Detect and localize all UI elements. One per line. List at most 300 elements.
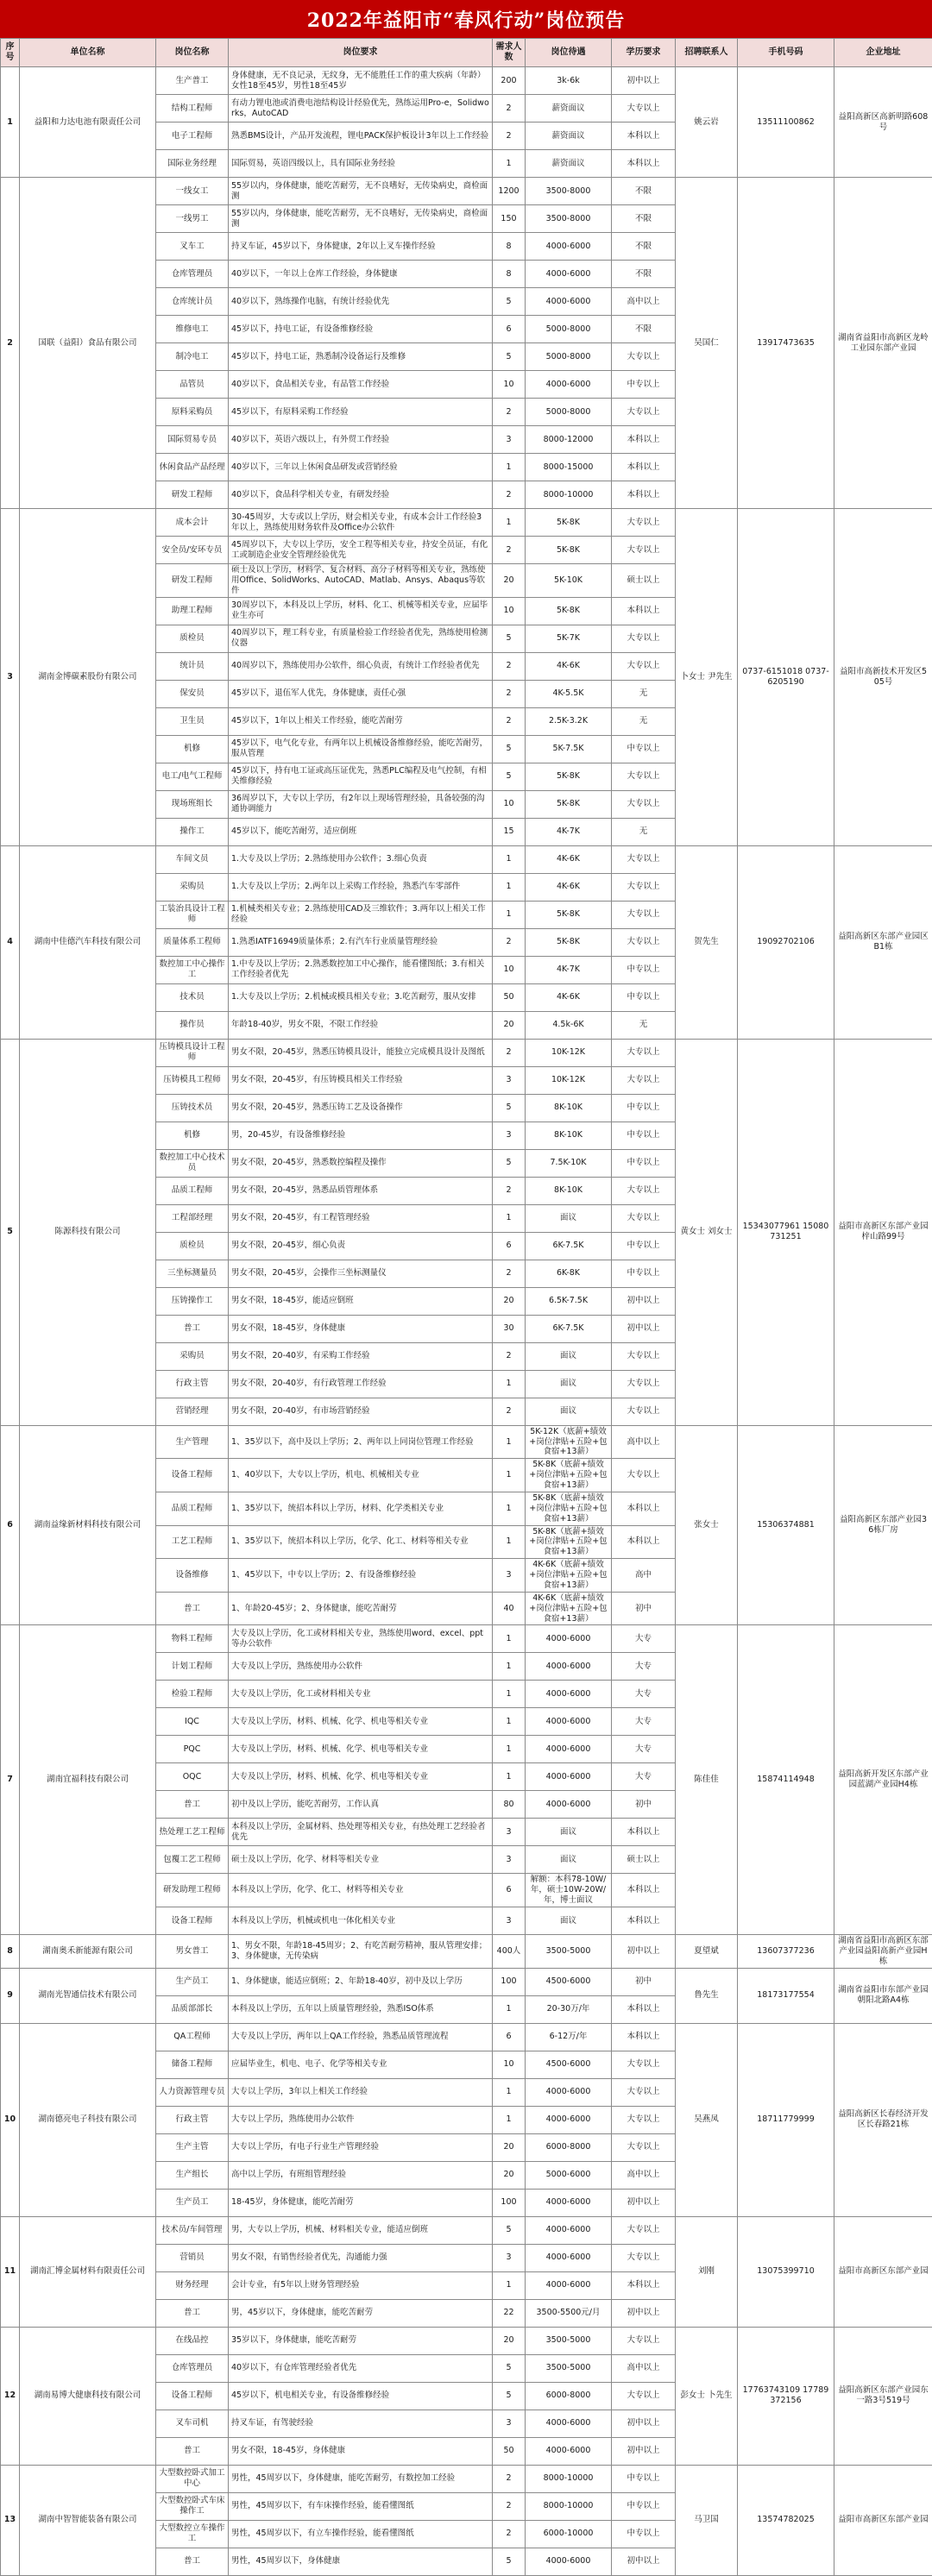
education: 大专 — [612, 1625, 676, 1653]
pay: 5K-8K（底薪+绩效+岗位津贴+五险+包食宿+13薪） — [526, 1525, 612, 1559]
headcount: 3 — [493, 1819, 526, 1846]
page-title: 2022年益阳市“春风行动”岗位预告 — [0, 0, 932, 38]
company-name: 国联（益阳）食品有限公司 — [20, 178, 156, 509]
col-company: 单位名称 — [20, 39, 156, 67]
education: 大专以上 — [612, 1459, 676, 1492]
post-requirement: 40周岁以下，理工科专业，有质量检验工作经验者优先，熟练使用检测仪器 — [229, 625, 493, 652]
education: 本科以上 — [612, 426, 676, 454]
post-requirement: 年龄18-40岁，男女不限，不限工作经验 — [229, 1011, 493, 1039]
headcount: 5 — [493, 2216, 526, 2244]
contact-person: 夏望斌 — [676, 1935, 738, 1969]
headcount: 6 — [493, 1232, 526, 1260]
headcount: 3 — [493, 1846, 526, 1874]
headcount: 10 — [493, 2051, 526, 2078]
post-name: 人力资源管理专员 — [156, 2078, 229, 2106]
education: 大专以上 — [612, 2078, 676, 2106]
company-name: 湖南金博碳素股份有限公司 — [20, 509, 156, 846]
headcount: 1 — [493, 2078, 526, 2106]
phone-number: 15343077961 15080731251 — [738, 1039, 834, 1425]
pay: 4000-6000 — [526, 2244, 612, 2271]
headcount: 20 — [493, 1011, 526, 1039]
post-name: 品质工程师 — [156, 1492, 229, 1525]
post-name: 研发助理工程师 — [156, 1874, 229, 1907]
company-address: 益阳高新区高新明路608号 — [834, 67, 932, 178]
col-no: 序号 — [1, 39, 20, 67]
pay: 5K-12K（底薪+绩效+岗位津贴+五险+包食宿+13薪） — [526, 1425, 612, 1459]
headcount: 1 — [493, 1425, 526, 1459]
pay: 5K-8K（底薪+绩效+岗位津贴+五险+包食宿+13薪） — [526, 1492, 612, 1525]
pay: 4K-6K — [526, 873, 612, 901]
education: 不限 — [612, 261, 676, 288]
pay: 8000-15000 — [526, 454, 612, 481]
headcount: 2 — [493, 1039, 526, 1066]
education: 不限 — [612, 205, 676, 233]
education: 中专以上 — [612, 1260, 676, 1287]
education: 中专以上 — [612, 1149, 676, 1177]
post-name: 男女普工 — [156, 1935, 229, 1969]
post-requirement: 男女不限，20-45岁，熟悉压铸模具设计，能独立完成模具设计及图纸 — [229, 1039, 493, 1066]
post-requirement: 有动力锂电池或消费电池结构设计经验优先，熟练运用Pro-e，Solidworks，AutoCAD — [229, 95, 493, 123]
pay: 面议 — [526, 1907, 612, 1935]
education: 大专以上 — [612, 652, 676, 680]
education: 无 — [612, 1011, 676, 1039]
row-number: 4 — [1, 845, 20, 1039]
row-number: 2 — [1, 178, 20, 509]
headcount: 1 — [493, 1525, 526, 1559]
post-name: 大型数控卧式加工中心 — [156, 2465, 229, 2492]
headcount: 3 — [493, 1907, 526, 1935]
post-requirement: 45岁以下，持电工证，熟悉制冷设备运行及维修 — [229, 343, 493, 371]
headcount: 2 — [493, 399, 526, 426]
post-name: 财务经理 — [156, 2271, 229, 2299]
post-requirement: 45岁以下，退伍军人优先，身体健康，责任心强 — [229, 680, 493, 707]
post-name: 储备工程师 — [156, 2051, 229, 2078]
headcount: 20 — [493, 2133, 526, 2161]
headcount: 20 — [493, 1287, 526, 1315]
row-number: 1 — [1, 67, 20, 178]
contact-person: 卜女士 尹先生 — [676, 509, 738, 846]
contact-person: 姚云岩 — [676, 67, 738, 178]
post-name: 普工 — [156, 1592, 229, 1625]
pay: 4000-6000 — [526, 2548, 612, 2575]
headcount: 1 — [493, 2271, 526, 2299]
phone-number: 13917473635 — [738, 178, 834, 509]
headcount: 1 — [493, 1625, 526, 1653]
post-requirement: 1、男女不限，年龄18-45周岁；2、有吃苦耐劳精神，服从管理安排；3、身体健康，无传染病 — [229, 1935, 493, 1969]
company-group — [1, 1425, 932, 1625]
col-pay: 岗位待遇 — [526, 39, 612, 67]
post-requirement: 1、身体健康，能适应倒班；2、年龄18-40岁，初中及以上学历 — [229, 1968, 493, 1995]
post-requirement: 男性，45周岁以下，身体健康，能吃苦耐劳，有数控加工经验 — [229, 2465, 493, 2492]
post-requirement: 身体健康，无不良记录，无纹身，无不能胜任工作的重大疾病（年龄）女性18至45岁，男性18至45岁 — [229, 67, 493, 95]
post-name: 操作工 — [156, 818, 229, 845]
education: 初中以上 — [612, 2299, 676, 2327]
pay: 8000-12000 — [526, 426, 612, 454]
post-name: 营销员 — [156, 2244, 229, 2271]
education: 大专以上 — [612, 399, 676, 426]
post-name: 结构工程师 — [156, 95, 229, 123]
post-name: 计划工程师 — [156, 1653, 229, 1681]
post-name: 普工 — [156, 2437, 229, 2465]
post-requirement: 大专以上学历，熟练使用办公软件 — [229, 2106, 493, 2133]
pay: 6000-8000 — [526, 2133, 612, 2161]
post-name: QA工程师 — [156, 2023, 229, 2051]
company-group — [1, 509, 932, 846]
contact-person: 马卫国 — [676, 2465, 738, 2575]
post-name: 仓库管理员 — [156, 261, 229, 288]
education: 中专以上 — [612, 371, 676, 399]
pay: 4000-6000 — [526, 233, 612, 261]
pay: 4000-6000 — [526, 2106, 612, 2133]
headcount: 200 — [493, 67, 526, 95]
education: 中专以上 — [612, 2492, 676, 2520]
post-requirement: 40周岁以下，熟练使用办公软件，细心负责，有统计工作经验者优先 — [229, 652, 493, 680]
pay: 5K-8K（底薪+绩效+岗位津贴+五险+包食宿+13薪） — [526, 1459, 612, 1492]
post-requirement: 男性，45周岁以下，有车床操作经验，能看懂图纸 — [229, 2492, 493, 2520]
education: 大专以上 — [612, 537, 676, 564]
headcount: 2 — [493, 652, 526, 680]
headcount: 50 — [493, 983, 526, 1011]
post-name: 现场班组长 — [156, 790, 229, 818]
education: 大专 — [612, 1653, 676, 1681]
post-requirement: 国际贸易，英语四级以上，具有国际业务经验 — [229, 150, 493, 178]
pay: 2.5K-3.2K — [526, 707, 612, 735]
contact-person: 张女士 — [676, 1425, 738, 1625]
table-row — [1, 1935, 932, 1969]
pay: 4K-6K — [526, 652, 612, 680]
headcount: 5 — [493, 735, 526, 763]
pay: 5K-8K — [526, 763, 612, 790]
headcount: 2 — [493, 1342, 526, 1370]
post-name: 研发工程师 — [156, 564, 229, 598]
post-name: 机修 — [156, 735, 229, 763]
company-address: 湖南省益阳市高新区龙岭工业园东部产业园 — [834, 178, 932, 509]
pay: 面议 — [526, 1819, 612, 1846]
post-name: 生产员工 — [156, 1968, 229, 1995]
education: 初中 — [612, 1791, 676, 1819]
pay: 4000-6000 — [526, 1708, 612, 1736]
company-name: 益阳和力达电池有限责任公司 — [20, 67, 156, 178]
post-name: 压铸模具工程师 — [156, 1066, 229, 1094]
pay: 4000-6000 — [526, 1763, 612, 1791]
headcount: 2 — [493, 680, 526, 707]
headcount: 1 — [493, 901, 526, 928]
phone-number: 13511100862 — [738, 67, 834, 178]
contact-person: 贺先生 — [676, 845, 738, 1039]
phone-number: 18173177554 — [738, 1968, 834, 2023]
post-requirement: 大专以上学历，3年以上相关工作经验 — [229, 2078, 493, 2106]
post-requirement: 1、40岁以下，大专以上学历，机电、机械相关专业 — [229, 1459, 493, 1492]
company-name: 湖南宜福科技有限公司 — [20, 1625, 156, 1935]
post-requirement: 55岁以内，身体健康，能吃苦耐劳，无不良嗜好，无传染病史，商检面测 — [229, 205, 493, 233]
education: 大专以上 — [612, 1370, 676, 1398]
education: 大专以上 — [612, 1177, 676, 1204]
table-row — [1, 2327, 932, 2354]
company-address: 益阳市高新技术开发区505号 — [834, 509, 932, 846]
company-group — [1, 1625, 932, 1935]
education: 大专以上 — [612, 509, 676, 537]
row-number: 5 — [1, 1039, 20, 1425]
pay: 4000-6000 — [526, 371, 612, 399]
company-name: 湖南中佳德汽车科技有限公司 — [20, 845, 156, 1039]
education: 本科以上 — [612, 123, 676, 150]
post-requirement: 30周岁以下，本科及以上学历，材料、化工、机械等相关专业，应届毕业生亦可 — [229, 597, 493, 625]
post-requirement: 初中及以上学历，能吃苦耐劳，工作认真 — [229, 1791, 493, 1819]
headcount: 5 — [493, 1094, 526, 1122]
row-number: 13 — [1, 2465, 20, 2575]
headcount: 1 — [493, 1708, 526, 1736]
post-requirement: 45岁以下，有原料采购工作经验 — [229, 399, 493, 426]
phone-number: 13607377236 — [738, 1935, 834, 1969]
education: 高中以上 — [612, 288, 676, 316]
post-name: 压铸技术员 — [156, 1094, 229, 1122]
post-requirement: 男女不限，20-45岁，有压铸模具相关工作经验 — [229, 1066, 493, 1094]
education: 大专以上 — [612, 873, 676, 901]
education: 大专以上 — [612, 1398, 676, 1425]
education: 初中以上 — [612, 1935, 676, 1969]
post-name: 生产主管 — [156, 2133, 229, 2161]
row-number: 9 — [1, 1968, 20, 2023]
company-name: 湖南益缘新材料科技有限公司 — [20, 1425, 156, 1625]
pay: 4000-6000 — [526, 2437, 612, 2465]
pay: 5K-7.5K — [526, 735, 612, 763]
education: 本科以上 — [612, 1874, 676, 1907]
post-requirement: 55岁以内，身体健康，能吃苦耐劳，无不良嗜好，无传染病史，商检面测 — [229, 178, 493, 205]
post-name: 维修电工 — [156, 316, 229, 343]
post-name: 成本会计 — [156, 509, 229, 537]
education: 本科以上 — [612, 597, 676, 625]
headcount: 10 — [493, 956, 526, 983]
pay: 3500-8000 — [526, 178, 612, 205]
education: 大专以上 — [612, 1204, 676, 1232]
headcount: 100 — [493, 1968, 526, 1995]
headcount: 1 — [493, 1459, 526, 1492]
pay: 薪资面议 — [526, 150, 612, 178]
table-row — [1, 2216, 932, 2244]
company-address: 益阳高新区长春经济开发区长春路21栋 — [834, 2023, 932, 2216]
education: 本科以上 — [612, 1819, 676, 1846]
pay: 4K-6K（底薪+绩效+岗位津贴+五险+包食宿+13薪） — [526, 1559, 612, 1593]
education: 本科以上 — [612, 1995, 676, 2023]
education: 大专 — [612, 1736, 676, 1763]
pay: 面议 — [526, 1342, 612, 1370]
row-number: 7 — [1, 1625, 20, 1935]
education: 不限 — [612, 316, 676, 343]
education: 高中 — [612, 1559, 676, 1593]
company-group — [1, 1039, 932, 1425]
post-requirement: 40岁以下，熟练操作电脑，有统计经验优先 — [229, 288, 493, 316]
post-name: 生产组长 — [156, 2161, 229, 2189]
post-name: 物料工程师 — [156, 1625, 229, 1653]
post-requirement: 1.熟悉IATF16949质量体系；2.有汽车行业质量管理经验 — [229, 928, 493, 956]
pay: 5K-7K — [526, 625, 612, 652]
education: 高中以上 — [612, 2354, 676, 2382]
company-name: 湖南奥禾新能源有限公司 — [20, 1935, 156, 1969]
company-name: 湖南汇博金属材料有限责任公司 — [20, 2216, 156, 2327]
company-name: 湖南德亮电子科技有限公司 — [20, 2023, 156, 2216]
pay: 3500-5000 — [526, 2327, 612, 2354]
post-name: 保安员 — [156, 680, 229, 707]
education: 大专 — [612, 1708, 676, 1736]
education: 本科以上 — [612, 454, 676, 481]
education: 大专以上 — [612, 845, 676, 873]
pay: 8000-10000 — [526, 2465, 612, 2492]
post-name: 质量体系工程师 — [156, 928, 229, 956]
post-name: 机修 — [156, 1122, 229, 1149]
education: 中专以上 — [612, 1122, 676, 1149]
pay: 10K-12K — [526, 1039, 612, 1066]
post-requirement: 1.大专及以上学历；2.熟练使用办公软件；3.细心负责 — [229, 845, 493, 873]
headcount: 3 — [493, 1066, 526, 1094]
education: 大专以上 — [612, 2382, 676, 2410]
table-row — [1, 1425, 932, 1459]
pay: 5K-8K — [526, 790, 612, 818]
education: 中专以上 — [612, 983, 676, 1011]
post-requirement: 硕士及以上学历，材料学、复合材料、高分子材料等相关专业，熟练使用Office、SolidWorks、AutoCAD、Matlab、Ansys、Abaqus等软件 — [229, 564, 493, 598]
post-name: 普工 — [156, 1791, 229, 1819]
education: 初中 — [612, 1968, 676, 1995]
company-group — [1, 178, 932, 509]
headcount: 10 — [493, 371, 526, 399]
pay: 3500-5500元/月 — [526, 2299, 612, 2327]
post-name: 包覆工艺工程师 — [156, 1846, 229, 1874]
post-requirement: 45周岁以下，大专以上学历，安全工程等相关专业，持安全员证，有化工或制造企业安全管理经验优先 — [229, 537, 493, 564]
pay: 4000-6000 — [526, 1681, 612, 1708]
post-requirement: 1、35岁以下，高中及以上学历；2、两年以上同岗位管理工作经验 — [229, 1425, 493, 1459]
headcount: 50 — [493, 2437, 526, 2465]
post-name: 质检员 — [156, 1232, 229, 1260]
pay: 8K-10K — [526, 1094, 612, 1122]
education: 本科以上 — [612, 2271, 676, 2299]
post-name: 制冷电工 — [156, 343, 229, 371]
company-name: 湖南易博大健康科技有限公司 — [20, 2327, 156, 2465]
headcount: 1 — [493, 845, 526, 873]
company-name: 陈源科技有限公司 — [20, 1039, 156, 1425]
post-requirement: 男女不限，18-45岁，身体健康 — [229, 2437, 493, 2465]
post-requirement: 男女不限，20-40岁，有采购工作经验 — [229, 1342, 493, 1370]
education: 无 — [612, 707, 676, 735]
headcount: 1 — [493, 1653, 526, 1681]
pay: 4.5k-6K — [526, 1011, 612, 1039]
headcount: 3 — [493, 2244, 526, 2271]
post-requirement: 40岁以下，英语六级以上，有外贸工作经验 — [229, 426, 493, 454]
education: 高中以上 — [612, 1425, 676, 1459]
education: 大专以上 — [612, 343, 676, 371]
post-name: 叉车司机 — [156, 2410, 229, 2437]
post-name: 叉车工 — [156, 233, 229, 261]
pay: 10K-12K — [526, 1066, 612, 1094]
company-group — [1, 2023, 932, 2216]
pay: 4000-6000 — [526, 2410, 612, 2437]
education: 中专以上 — [612, 1094, 676, 1122]
phone-number: 0737-6151018 0737-6205190 — [738, 509, 834, 846]
phone-number: 15306374881 — [738, 1425, 834, 1625]
pay: 4000-6000 — [526, 1736, 612, 1763]
education: 初中以上 — [612, 2437, 676, 2465]
col-contact: 招聘联系人 — [676, 39, 738, 67]
headcount: 5 — [493, 1149, 526, 1177]
post-requirement: 硕士及以上学历，化学、材料等相关专业 — [229, 1846, 493, 1874]
headcount: 3 — [493, 1559, 526, 1593]
post-name: 一线女工 — [156, 178, 229, 205]
row-number: 6 — [1, 1425, 20, 1625]
post-name: 研发工程师 — [156, 481, 229, 509]
education: 无 — [612, 818, 676, 845]
headcount: 1 — [493, 1492, 526, 1525]
pay: 8000-10000 — [526, 2492, 612, 2520]
education: 大专以上 — [612, 95, 676, 123]
company-address: 湖南省益阳市高新区东部产业园益阳高新产业园H栋 — [834, 1935, 932, 1969]
post-requirement: 会计专业，有5年以上财务管理经验 — [229, 2271, 493, 2299]
headcount: 100 — [493, 2189, 526, 2216]
post-name: 工装治具设计工程师 — [156, 901, 229, 928]
post-requirement: 男性，45周岁以下，有立车操作经验，能看懂图纸 — [229, 2520, 493, 2548]
row-number: 10 — [1, 2023, 20, 2216]
company-name: 湖南光智通信技术有限公司 — [20, 1968, 156, 2023]
company-group — [1, 1968, 932, 2023]
table-row — [1, 1039, 932, 1066]
pay: 20-30万/年 — [526, 1995, 612, 2023]
post-requirement: 男女不限，20-45岁，熟悉数控编程及操作 — [229, 1149, 493, 1177]
row-number: 8 — [1, 1935, 20, 1969]
education: 初中以上 — [612, 1287, 676, 1315]
headcount: 1 — [493, 454, 526, 481]
education: 初中以上 — [612, 2410, 676, 2437]
education: 初中以上 — [612, 1315, 676, 1342]
education: 大专以上 — [612, 2216, 676, 2244]
post-requirement: 45岁以下，能吃苦耐劳，适应倒班 — [229, 818, 493, 845]
headcount: 2 — [493, 95, 526, 123]
headcount: 22 — [493, 2299, 526, 2327]
education: 大专以上 — [612, 2327, 676, 2354]
company-group — [1, 2465, 932, 2575]
education: 初中 — [612, 1592, 676, 1625]
post-name: 仓库管理员 — [156, 2354, 229, 2382]
post-name: 卫生员 — [156, 707, 229, 735]
post-requirement: 40岁以下，食品相关专业，有品管工作经验 — [229, 371, 493, 399]
headcount: 2 — [493, 2520, 526, 2548]
table-row — [1, 178, 932, 205]
post-name: 休闲食品产品经理 — [156, 454, 229, 481]
post-name: 工艺工程师 — [156, 1525, 229, 1559]
education: 大专以上 — [612, 2106, 676, 2133]
post-requirement: 大专及以上学历，化工或材料相关专业 — [229, 1681, 493, 1708]
col-headcount: 需求人数 — [493, 39, 526, 67]
education: 硕士以上 — [612, 564, 676, 598]
education: 本科以上 — [612, 1525, 676, 1559]
post-name: 营销经理 — [156, 1398, 229, 1425]
headcount: 5 — [493, 2382, 526, 2410]
pay: 面议 — [526, 1204, 612, 1232]
post-name: 操作员 — [156, 1011, 229, 1039]
post-requirement: 男，45岁以下，身体健康，能吃苦耐劳 — [229, 2299, 493, 2327]
headcount: 5 — [493, 288, 526, 316]
post-requirement: 大专及以上学历，熟练使用办公软件 — [229, 1653, 493, 1681]
pay: 5K-8K — [526, 537, 612, 564]
post-requirement: 男，大专以上学历，机械、材料相关专业，能适应倒班 — [229, 2216, 493, 2244]
pay: 8K-10K — [526, 1122, 612, 1149]
pay: 4000-6000 — [526, 2078, 612, 2106]
company-address: 益阳高新区东部产业园36栋厂房 — [834, 1425, 932, 1625]
post-requirement: 1.大专及以上学历；2.机械或模具相关专业；3.吃苦耐劳，服从安排 — [229, 983, 493, 1011]
post-requirement: 男，20-45岁，有设备维修经验 — [229, 1122, 493, 1149]
education: 初中以上 — [612, 2548, 676, 2575]
headcount: 1 — [493, 150, 526, 178]
headcount: 2 — [493, 928, 526, 956]
post-requirement: 男女不限，18-45岁，能适应倒班 — [229, 1287, 493, 1315]
pay: 4000-6000 — [526, 2216, 612, 2244]
col-phone: 手机号码 — [738, 39, 834, 67]
